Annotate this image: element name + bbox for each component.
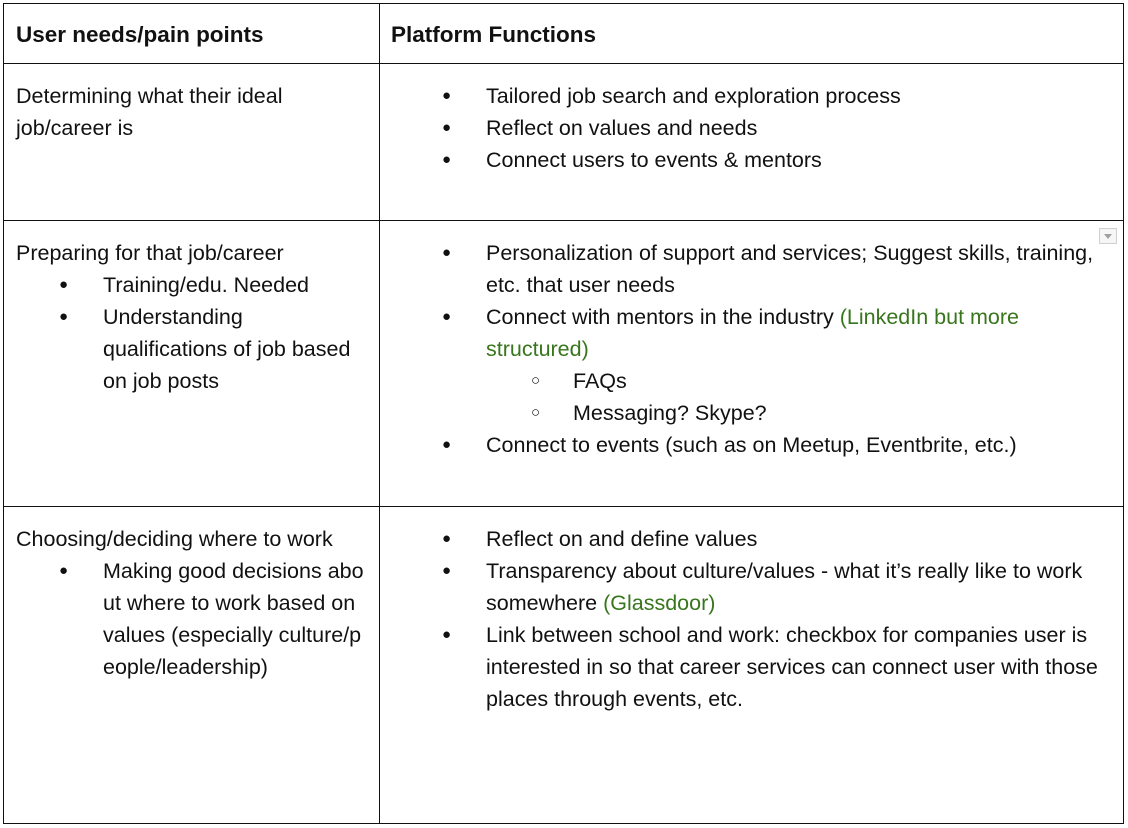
user-need-sublist bbox=[16, 269, 371, 397]
list-item: ● Connect users to events & mentors bbox=[486, 144, 1113, 176]
header-platform-functions: Platform Functions bbox=[380, 4, 1124, 64]
header-user-needs: User needs/pain points bbox=[4, 4, 380, 64]
functions-sublist bbox=[486, 365, 1113, 429]
list-item: ● Link between school and work: checkbox for companies user is interested in so that career services can connect user with those places through events, etc. bbox=[486, 619, 1113, 715]
list-item: ● Reflect on and define values bbox=[486, 523, 1113, 555]
user-need-sublist bbox=[16, 555, 371, 683]
list-item: ● Understanding qualifications of job based on job posts bbox=[103, 301, 371, 397]
list-item: ○ FAQs bbox=[573, 365, 1113, 397]
functions-list bbox=[392, 523, 1113, 715]
list-item: ● Personalization of support and services; Suggest skills, training, etc. that user needs bbox=[486, 237, 1113, 301]
user-need-text: Preparing for that job/career bbox=[16, 241, 284, 265]
list-item: ● Transparency about culture/values - what it’s really like to work somewhere (Glassdoor) bbox=[486, 555, 1113, 619]
platform-functions-cell bbox=[380, 64, 1124, 221]
table-row bbox=[4, 507, 1124, 824]
green-note: (Glassdoor) bbox=[603, 591, 716, 615]
user-need-cell bbox=[4, 221, 380, 507]
platform-functions-cell bbox=[380, 221, 1124, 507]
list-item: ○ Messaging? Skype? bbox=[573, 397, 1113, 429]
green-note: (LinkedIn but more structured) bbox=[486, 305, 1019, 361]
list-item: ● Connect with mentors in the industry (LinkedIn but more structured) ○ FAQs ○ Messaging? Skype? bbox=[486, 301, 1113, 429]
list-item: ● Reflect on values and needs bbox=[486, 112, 1113, 144]
user-need-cell bbox=[4, 507, 380, 824]
platform-functions-cell bbox=[380, 507, 1124, 824]
list-item: ● Training/edu. Needed bbox=[103, 269, 371, 301]
header-row bbox=[4, 4, 1124, 64]
table-row bbox=[4, 221, 1124, 507]
list-item: ● Connect to events (such as on Meetup, Eventbrite, etc.) bbox=[486, 429, 1113, 461]
functions-list bbox=[392, 237, 1113, 461]
user-need-cell bbox=[4, 64, 380, 221]
list-item: ● Tailored job search and exploration process bbox=[486, 80, 1113, 112]
functions-list bbox=[392, 80, 1113, 176]
user-need-text: Determining what their ideal job/career is bbox=[16, 84, 283, 140]
user-need-text: Choosing/deciding where to work bbox=[16, 527, 333, 551]
list-item: ● Making good decisions about where to work based on values (especially culture/people/leadership) bbox=[103, 555, 371, 683]
table-row bbox=[4, 64, 1124, 221]
needs-functions-table bbox=[3, 3, 1124, 824]
